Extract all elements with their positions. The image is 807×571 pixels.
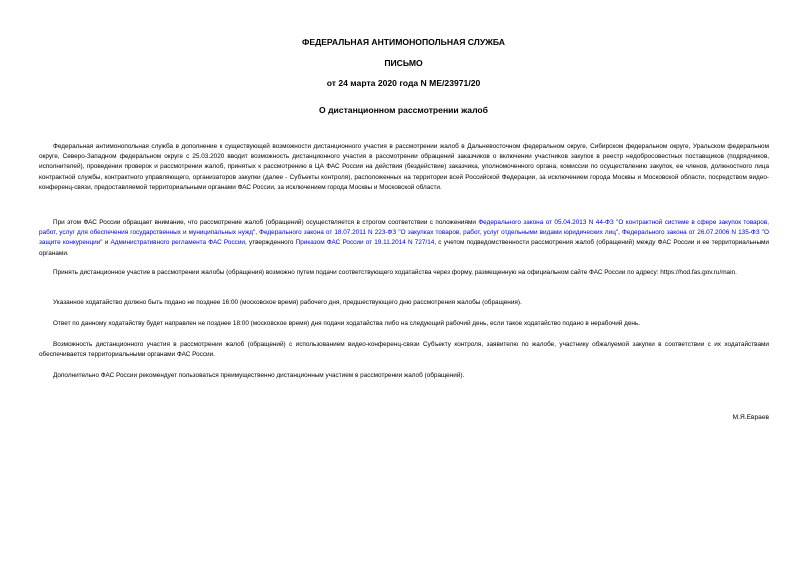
link-law-44fz[interactable]: Федерального закона от 05.04.2013 N 44-ФЗ "О контрактной системе в сфере закупок товаров, работ, услуг для обеспечения государственных и муниципальных нужд" [39,219,769,237]
legal-text-4: и [102,239,111,247]
paragraph-legal-basis [39,218,769,259]
document-subject: О дистанционном рассмотрении жалоб [319,105,488,115]
paragraph-how-to-participate: Принять дистанционное участие в рассмотрении жалобы (обращения) возможно путем подачи соответствующего ходатайства через форму, размещенную на официальном сайте ФАС России по адресу: https://hod.fas.gov.ru/main. [53,269,737,276]
legal-text-1: При этом ФАС России обращает внимание, что рассмотрение жалоб (обращений) осуществляется в строгом соответствии с положениями [53,219,479,226]
legal-text-5: , утвержденного [245,239,296,247]
legal-text-3: , [618,229,623,237]
paragraph-recommendation: Дополнительно ФАС России рекомендует пользоваться преимущественно дистанционным участием в рассмотрении жалоб (обращений). [53,372,465,379]
legal-text-6: , с учетом подведомственности рассмотрения жалоб (обращений) между ФАС России и ее территориальными органами. [39,239,769,257]
document-type: ПИСЬМО [384,58,423,68]
link-law-135fz[interactable]: Федерального закона от 26.07.2006 N 135-ФЗ "О защите конкуренции" [39,229,769,247]
link-admin-regulation[interactable]: Административного регламента ФАС России [110,239,245,247]
link-fas-order[interactable]: Приказом ФАС России от 19.11.2014 N 727/14 [295,239,435,247]
link-law-223fz[interactable]: Федерального закона от 18.07.2011 N 223-ФЗ "О закупках товаров, работ, услуг отдельными видами юридических лиц" [259,229,619,237]
legal-text-2: , [255,229,260,237]
agency-title: ФЕДЕРАЛЬНАЯ АНТИМОНОПОЛЬНАЯ СЛУЖБА [302,37,505,47]
signature: М.Я.Евраев [732,414,769,421]
paragraph-deadline: Указанное ходатайство должно быть подано не позднее 16:00 (московское время) рабочего дня, предшествующего дню рассмотрения жалобы (обращения). [53,299,522,306]
paragraph-intro: Федеральная антимонопольная служба в дополнение к существующей возможности дистанционного участия в рассмотрении жалоб в Дальневосточном федеральном округе, Сибирском федеральном округе, Уральском федеральном округе, Северо-Западном федеральном округе с 25.03.2020 вводит возможность дистанционного участия в рассмотрении обращений заказчиков о включении участников закупок в реестр недобросовестных поставщиков (подрядчиков, исполнителей), проведении проверок и рассмотрении жалоб, принятых к рассмотрению в ЦА ФАС России на действия (бездействие) заказчика, уполномоченного органа, комиссии по осуществлению закупок, ее членов, должностного лица контрактной службы, контрактного управляющего, организаторов закупки (далее - Субъекты контроля), расположенных на территории всей Российской Федерации, за исключением города Москвы и Московской области, посредством видео-конференц-связи, предоставляемой территориальными органами ФАС России, за исключением города Москвы и Московской области. [39,143,769,191]
paragraph-response: Ответ по данному ходатайству будет направлен не позднее 18:00 (московское время) дня подачи ходатайства либо на следующий рабочий день, если такое ходатайство подано в нерабочий день. [53,320,641,327]
document-date-number: от 24 марта 2020 года N МЕ/23971/20 [326,78,481,88]
paragraph-video-conference: Возможность дистанционного участия в рассмотрении жалоб (обращений) с использованием видео-конференц-связи Субъекту контроля, заявителю по жалобе, участнику обжалуемой закупки в соответствии с их ходатайствами обеспечивается территориальными органами ФАС России. [39,341,769,359]
